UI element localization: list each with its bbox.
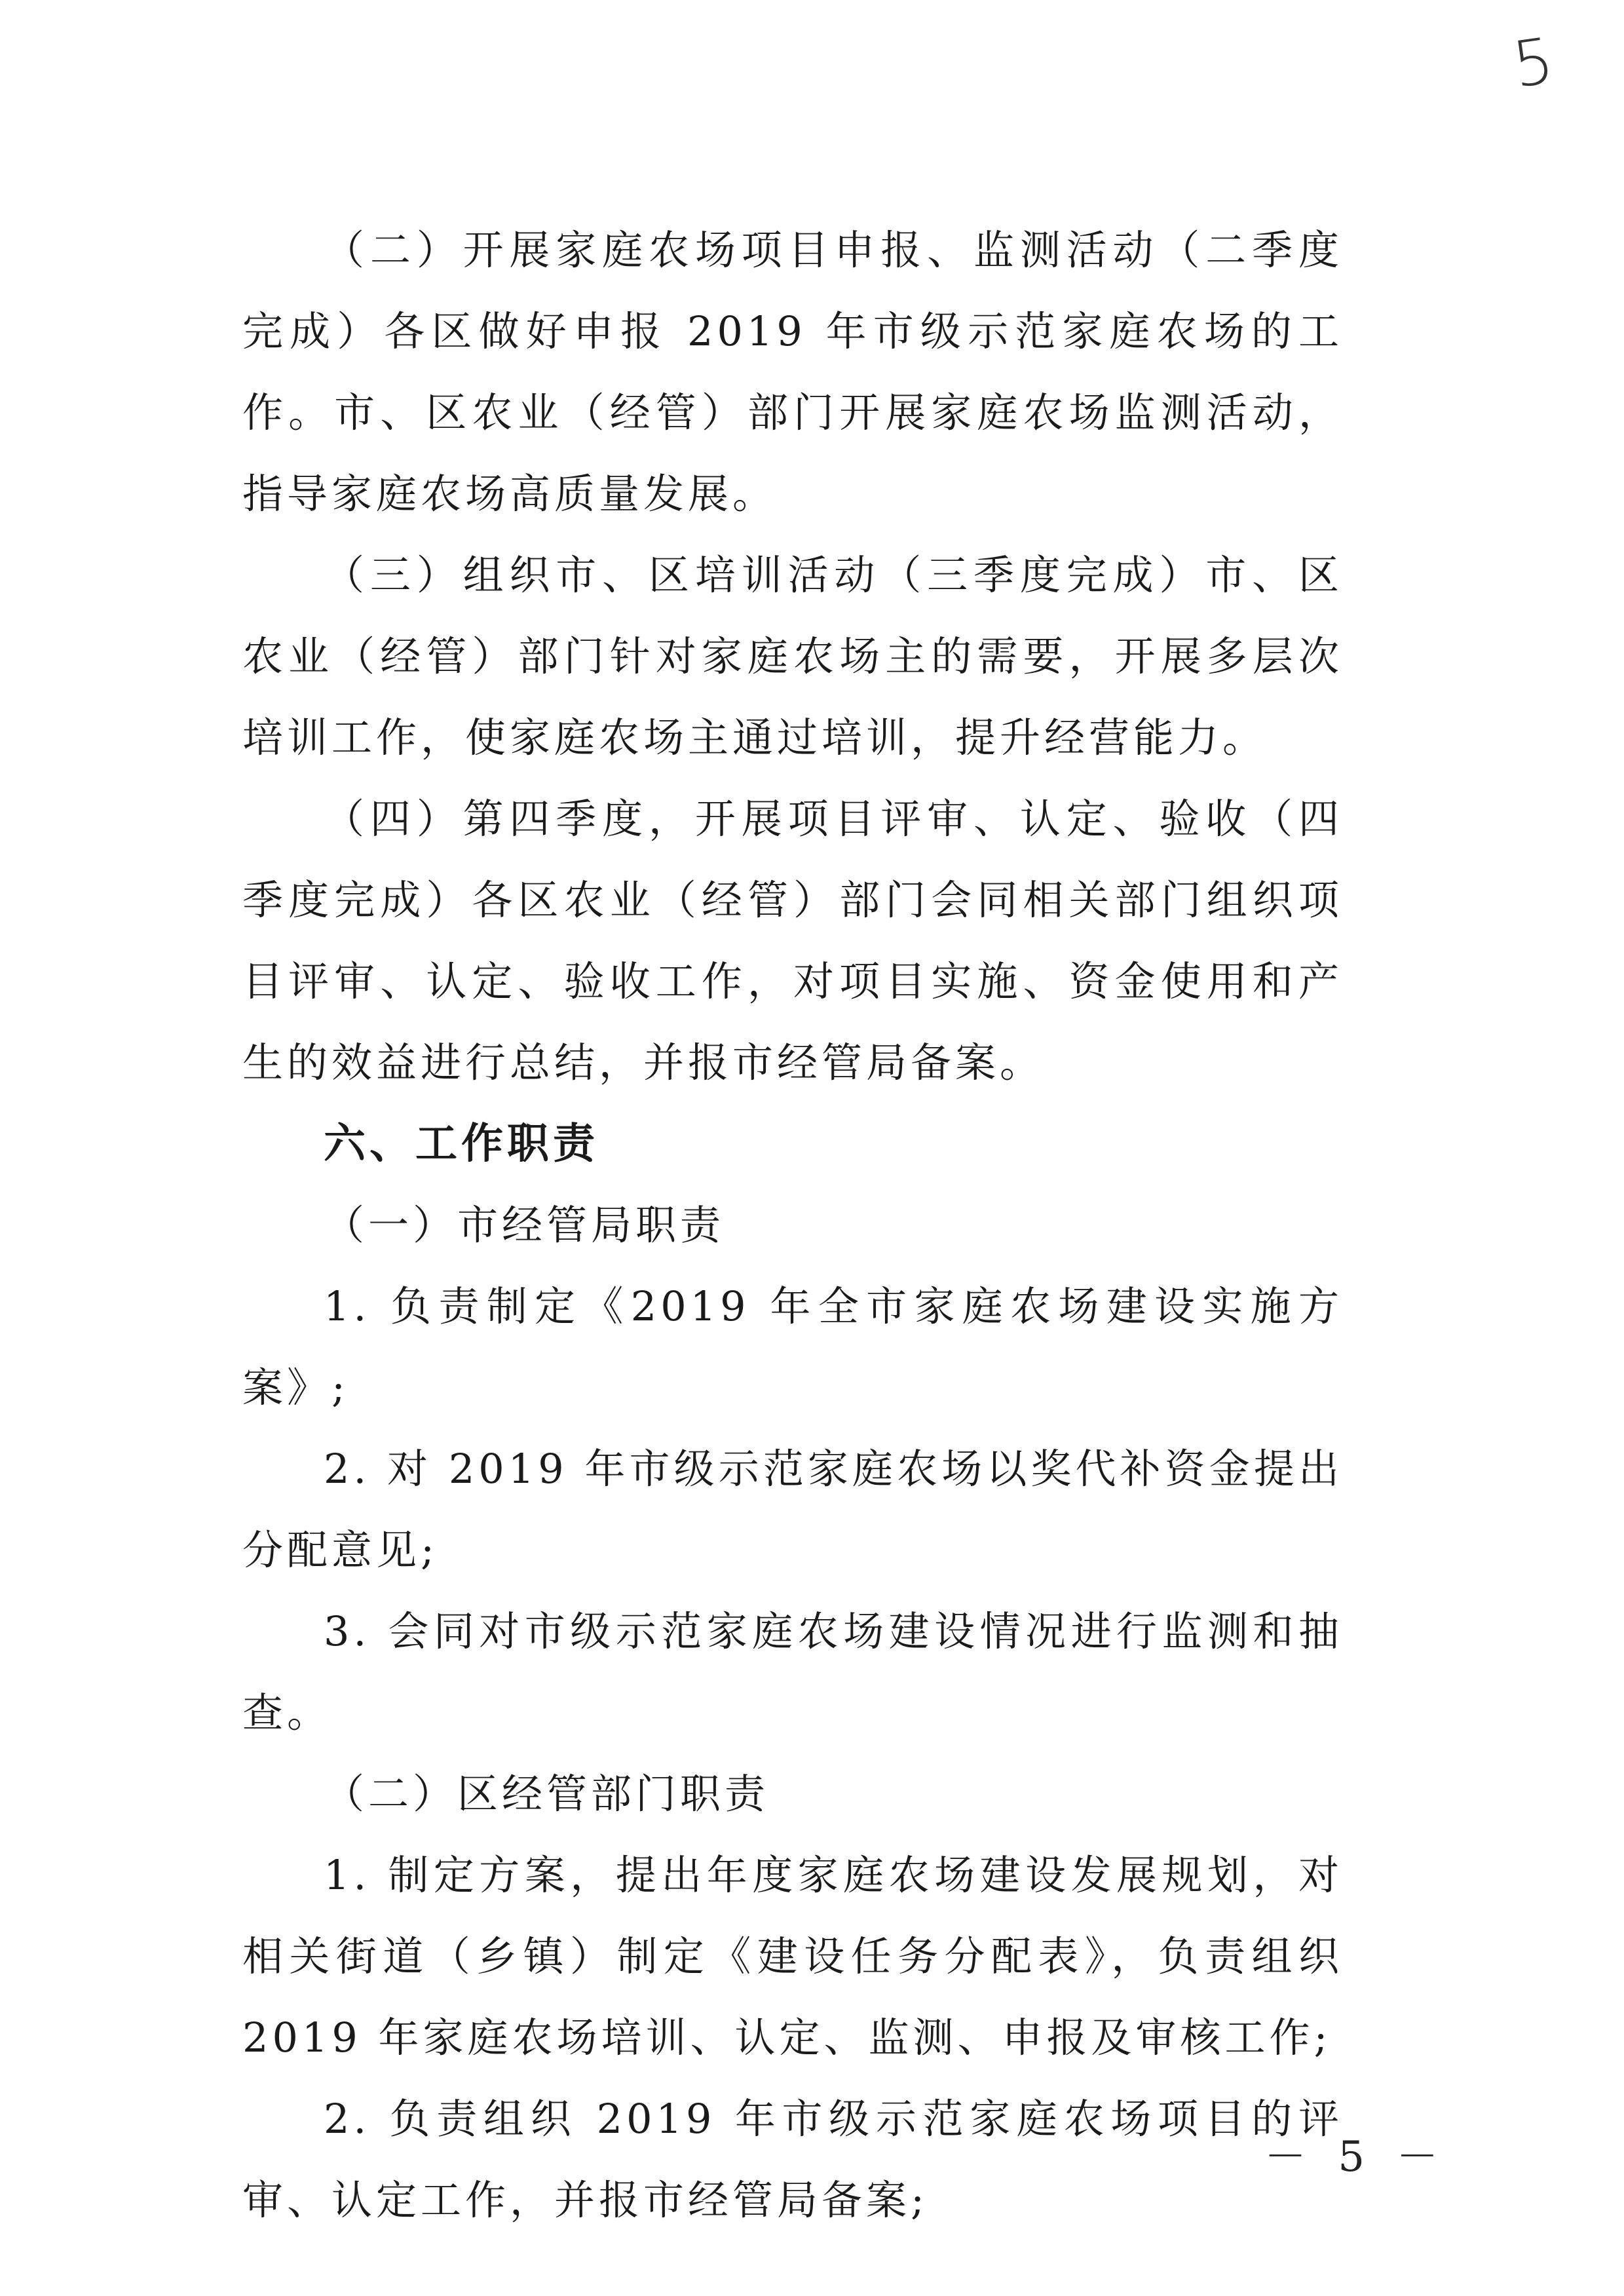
subheading-district-department: （二）区经管部门职责	[324, 1770, 770, 1818]
document-body	[242, 210, 1343, 2241]
district-duty-item: 1. 制定方案，提出年度家庭农场建设发展规划，对相关街道（乡镇）制定《建设任务分配表》，负责组织 2019 年家庭农场培训、认定、监测、申报及审核工作;	[242, 1851, 1343, 2061]
handwritten-page-mark: 5	[1508, 24, 1558, 102]
city-duty-item: 2. 对 2019 年市级示范家庭农场以奖代补资金提出分配意见;	[242, 1445, 1343, 1574]
paragraph-stage-four: （四）第四季度，开展项目评审、认定、验收（四季度完成）各区农业（经管）部门会同相关部门组织项目评审、认定、验收工作，对项目实施、资金使用和产生的效益进行总结，并报市经管局备案。	[242, 795, 1343, 1086]
city-duty-item: 3. 会同对市级示范家庭农场建设情况进行监测和抽查。	[242, 1607, 1343, 1736]
paragraph-stage-two: （二）开展家庭农场项目申报、监测活动（二季度完成）各区做好申报 2019 年市级示范家庭农场的工作。市、区农业（经管）部门开展家庭农场监测活动，指导家庭农场高质量发展。	[242, 226, 1343, 518]
page-number: － 5 －	[1264, 2133, 1448, 2181]
subheading-city-bureau: （一）市经管局职责	[324, 1201, 725, 1249]
district-duty-item: 2. 负责组织 2019 年市级示范家庭农场项目的评审、认定工作，并报市经管局备案;	[242, 2095, 1343, 2224]
city-duty-item: 1. 负责制定《2019 年全市家庭农场建设实施方案》;	[242, 1282, 1343, 1411]
paragraph-stage-three: （三）组织市、区培训活动（三季度完成）市、区农业（经管）部门针对家庭农场主的需要，开展多层次培训工作，使家庭农场主通过培训，提升经营能力。	[242, 551, 1343, 761]
section-heading-responsibilities: 六、工作职责	[324, 1120, 599, 1168]
